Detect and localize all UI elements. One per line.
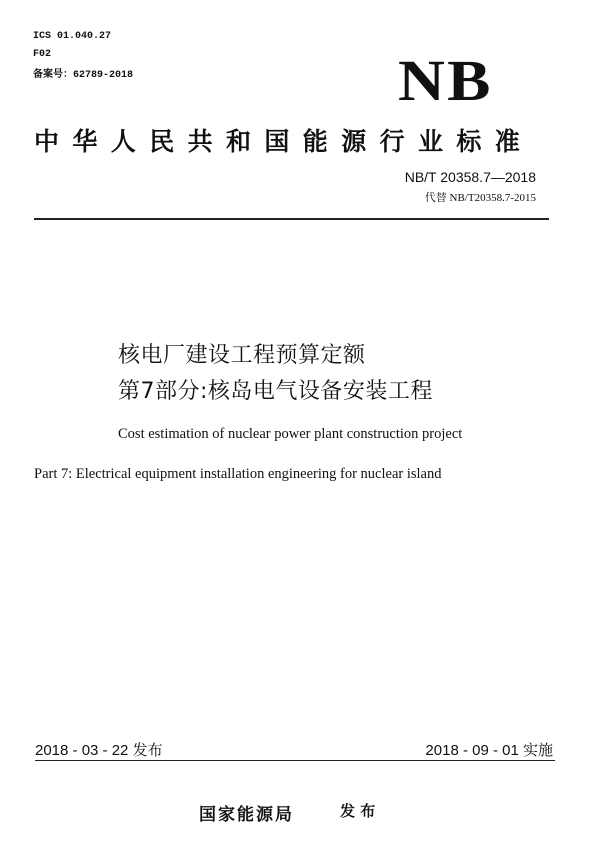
issue-date: 2018 - 03 - 22 发布: [35, 742, 163, 759]
title-zh-line2: 第7部分:核岛电气设备安装工程: [118, 379, 433, 404]
standard-category: 中华人民共和国能源行业标准: [34, 127, 534, 156]
issue-label: 发 布: [340, 802, 376, 820]
standard-number: NB/T 20358.7—2018: [404, 169, 536, 185]
replaces-standard: 代替 NB/T20358.7-2015: [424, 192, 536, 204]
title-en-line1: Cost estimation of nuclear power plant construction project: [118, 426, 463, 442]
nb-logo: NB: [398, 48, 493, 113]
filing-number: 备案号：62789-2018: [33, 70, 134, 81]
footer-divider: [35, 760, 555, 761]
title-zh-line1: 核电厂建设工程预算定额: [118, 343, 366, 368]
issuer: 国家能源局: [199, 805, 294, 825]
implement-date: 2018 - 09 - 01 实施: [425, 742, 553, 759]
ics-code: ICS 01.040.27: [33, 31, 112, 42]
title-en-line2: Part 7: Electrical equipment installation engineering for nuclear island: [34, 466, 442, 482]
header-divider: [34, 218, 549, 220]
ccs-code: F02: [33, 49, 52, 60]
